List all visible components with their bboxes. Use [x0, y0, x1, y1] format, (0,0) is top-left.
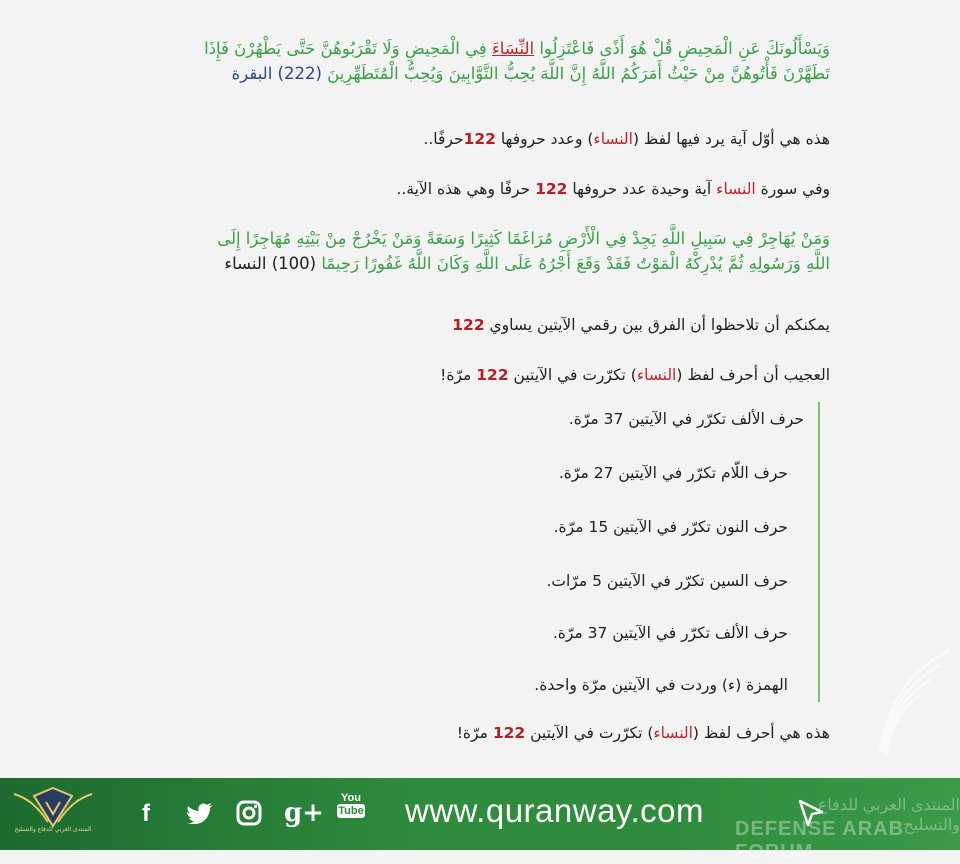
facebook-icon[interactable]: f [142, 800, 150, 827]
paragraph-wonder: العجيب أن أحرف لفظ (النساء) تكرّرت في الآيتين 122 مرّة! [440, 366, 830, 384]
verse-baqarah-line2: تَطَهَّرْنَ فَأْتُوهُنَّ مِنْ حَيْثُ أَمَرَكُمُ اللَّهُ إِنَّ اللَّهَ يُحِبُّ التَّوَّابِينَ وَيُحِبُّ الْمُتَطَهِّرِينَ (222) البقرة [231, 64, 830, 83]
list-item: حرف السين تكرّر في الآيتين 5 مرّات. [546, 572, 788, 590]
youtube-icon[interactable]: You Tube [338, 792, 364, 817]
watermark-english: DEFENSE ARAB FORUM [735, 818, 905, 863]
verse-reference: (222) البقرة [231, 64, 322, 83]
verse-baqarah-line1: وَيَسْأَلُونَكَ عَنِ الْمَحِيضِ قُلْ هُوَ أَذًى فَاعْتَزِلُوا النِّسَاءَ فِي الْمَحِيضِ وَلَا تَقْرَبُوهُنَّ حَتَّى يَطْهُرْنَ فَإِذَا [204, 39, 830, 58]
letter-count-list [528, 402, 820, 702]
verse-nisaa: وَمَنْ يُهَاجِرْ فِي سَبِيلِ اللَّهِ يَجِدْ فِي الْأَرْضِ مُرَاغَمًا كَثِيرًا وَسَعَةً وَمَنْ يَخْرُجْ مِنْ بَيْتِهِ مُهَاجِرًا إِلَى اللَّهِ وَرَسُولِهِ ثُمَّ يُدْرِكْهُ الْمَوْتُ فَقَدْ وَقَعَ أَجْرُهُ عَلَى اللَّهِ وَكَانَ اللَّهُ غَفُورًا رَحِيمًا (100) النساء [217, 229, 830, 273]
paragraph-conclusion: هذه هي أحرف لفظ (النساء) تكرّرت في الآيتين 122 مرّة! [456, 724, 830, 742]
google-plus-icon[interactable]: g+ [284, 798, 324, 828]
wing-watermark-icon [810, 640, 960, 790]
list-item: حرف الألف تكرّر في الآيتين 37 مرّة. [568, 410, 804, 428]
forum-logo-icon [8, 782, 98, 846]
verse-baqarah [118, 36, 830, 86]
list-item: الهمزة (ء) وردت في الآيتين مرّة واحدة. [534, 676, 788, 694]
paragraph-surah-nisaa: وفي سورة النساء آية وحيدة عدد حروفها 122 حرفًا وهي هذه الآية.. [396, 180, 830, 198]
forum-logo-text: المنتدى العربي للدفاع والتسليح [14, 826, 92, 833]
list-item: حرف الألف تكرّر في الآيتين 37 مرّة. [552, 624, 788, 642]
website-link[interactable]: www.quranway.com [405, 792, 704, 829]
twitter-icon[interactable] [186, 802, 214, 824]
highlight-nisaa: النِّسَاءَ [491, 39, 535, 58]
paragraph-first-verse: هذه هي أوّل آية يرد فيها لفظ (النساء) وعدد حروفها 122حرفًا.. [423, 130, 830, 148]
paragraph-difference: يمكنكم أن تلاحظوا أن الفرق بين رقمي الآيتين يساوي 122 [452, 316, 830, 334]
instagram-icon[interactable] [236, 800, 262, 826]
verse-reference: (100) النساء [224, 254, 322, 273]
list-item: حرف النون تكرّر في الآيتين 15 مرّة. [553, 518, 788, 536]
watermark-arabic: المنتدى العربي للدفاع والتسليح [817, 797, 960, 834]
list-item: حرف اللّام تكرّر في الآيتين 27 مرّة. [558, 464, 788, 482]
